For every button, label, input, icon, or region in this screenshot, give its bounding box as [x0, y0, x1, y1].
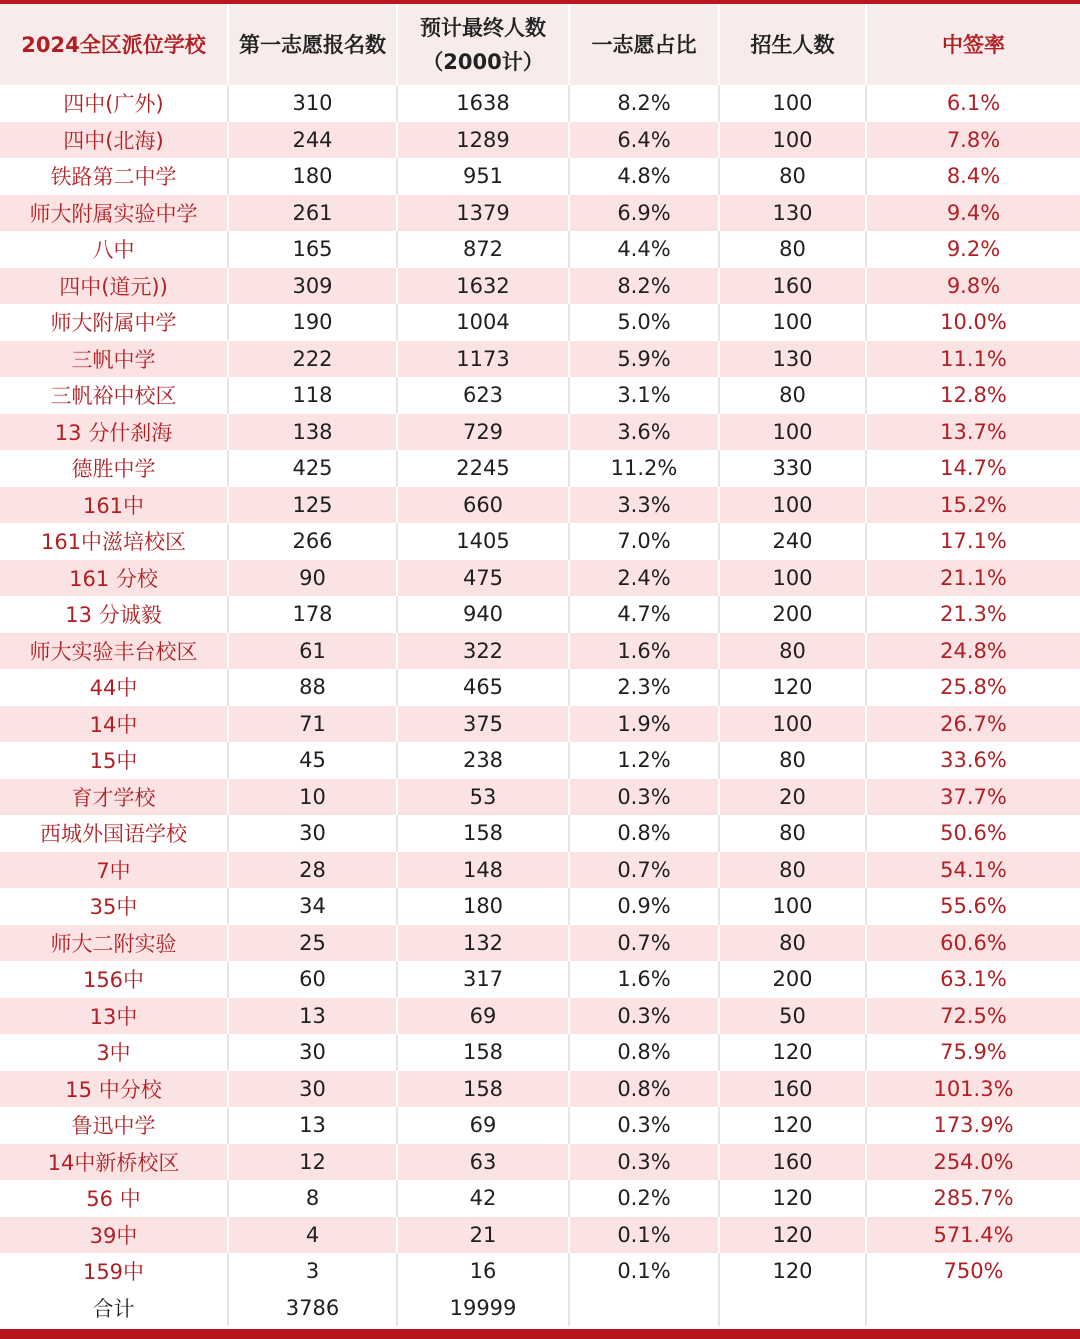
cell-first-choice-count: 34: [228, 888, 397, 925]
cell-first-choice-share: 4.8%: [569, 158, 719, 195]
table-row: [0, 998, 1080, 1035]
cell-first-choice-share: 5.9%: [569, 341, 719, 378]
cell-first-choice-count: 60: [228, 961, 397, 998]
cell-first-choice-share: 0.7%: [569, 852, 719, 889]
cell-estimated-total: 475: [397, 560, 569, 597]
cell-lottery-rate: 55.6%: [866, 888, 1080, 925]
cell-lottery-rate: 24.8%: [866, 633, 1080, 670]
header-first-choice-count: 第一志愿报名数: [228, 4, 397, 85]
cell-estimated-total: 465: [397, 669, 569, 706]
cell-estimated-total: 1405: [397, 523, 569, 560]
cell-enrollment: 80: [719, 377, 866, 414]
cell-enrollment: 100: [719, 706, 866, 743]
cell-first-choice-count: 222: [228, 341, 397, 378]
cell-enrollment: 200: [719, 596, 866, 633]
cell-lottery-rate: 21.3%: [866, 596, 1080, 633]
cell-school: 三帆中学: [71, 347, 156, 372]
cell-lottery-rate: 9.8%: [866, 268, 1080, 305]
cell-enrollment: 50: [719, 998, 866, 1035]
table-row: [0, 1180, 1080, 1217]
lottery-rate-table: [0, 4, 1080, 1326]
table-row: [0, 925, 1080, 962]
cell-lottery-rate: 571.4%: [866, 1217, 1080, 1254]
table-row: [0, 1034, 1080, 1071]
header-lottery-rate: 中签率: [866, 4, 1080, 85]
cell-school: 13 分诚毅: [65, 603, 162, 628]
cell-first-choice-count: 10: [228, 779, 397, 816]
cell-first-choice-count: 425: [228, 450, 397, 487]
cell-first-choice-share: 1.6%: [569, 961, 719, 998]
cell-enrollment: 100: [719, 560, 866, 597]
cell-lottery-rate: 26.7%: [866, 706, 1080, 743]
table-row: [0, 1107, 1080, 1144]
cell-first-choice-count: 310: [228, 85, 397, 122]
cell-estimated-total: 132: [397, 925, 569, 962]
header-estimated-total: [397, 4, 569, 85]
table-row: [0, 961, 1080, 998]
cell-estimated-total: 1638: [397, 85, 569, 122]
cell-first-choice-share: 0.2%: [569, 1180, 719, 1217]
cell-first-choice-share: 7.0%: [569, 523, 719, 560]
cell-lottery-rate: 254.0%: [866, 1144, 1080, 1181]
cell-estimated-total: 1289: [397, 122, 569, 159]
cell-enrollment: 120: [719, 1180, 866, 1217]
cell-lottery-rate: 285.7%: [866, 1180, 1080, 1217]
table-row: [0, 195, 1080, 232]
cell-first-choice-count: 309: [228, 268, 397, 305]
table-body: [0, 85, 1080, 1326]
bottom-accent-bar: [0, 1329, 1080, 1339]
cell-estimated-total: 69: [397, 1107, 569, 1144]
cell-enrollment: 160: [719, 268, 866, 305]
cell-estimated-total: 1632: [397, 268, 569, 305]
cell-estimated-total: 148: [397, 852, 569, 889]
cell-first-choice-count: 30: [228, 815, 397, 852]
cell-school: 德胜中学: [71, 457, 156, 482]
cell-first-choice-share: 6.4%: [569, 122, 719, 159]
cell-estimated-total: 180: [397, 888, 569, 925]
cell-estimated-total: 1173: [397, 341, 569, 378]
cell-lottery-rate: 13.7%: [866, 414, 1080, 451]
header-row: [0, 4, 1080, 85]
cell-first-choice-count: 13: [228, 1107, 397, 1144]
cell-first-choice-count: 125: [228, 487, 397, 524]
table-row: [0, 706, 1080, 743]
cell-first-choice-share: 4.7%: [569, 596, 719, 633]
cell-estimated-total: 1379: [397, 195, 569, 232]
cell-first-choice-count: 178: [228, 596, 397, 633]
cell-lottery-rate: 9.4%: [866, 195, 1080, 232]
cell-lottery-rate: 6.1%: [866, 85, 1080, 122]
cell-first-choice-count: 261: [228, 195, 397, 232]
header-first-choice-share: 一志愿占比: [569, 4, 719, 85]
total-cell: 19999: [397, 1290, 569, 1327]
table-row: [0, 341, 1080, 378]
cell-first-choice-count: 244: [228, 122, 397, 159]
cell-lottery-rate: 9.2%: [866, 231, 1080, 268]
cell-lottery-rate: 25.8%: [866, 669, 1080, 706]
cell-enrollment: 80: [719, 231, 866, 268]
table-row: [0, 268, 1080, 305]
table-row: [0, 1144, 1080, 1181]
cell-estimated-total: 2245: [397, 450, 569, 487]
cell-first-choice-count: 25: [228, 925, 397, 962]
cell-first-choice-count: 118: [228, 377, 397, 414]
header-estimated-total-line1: 预计最终人数: [420, 15, 546, 40]
cell-lottery-rate: 7.8%: [866, 122, 1080, 159]
total-cell: [866, 1290, 1080, 1327]
cell-first-choice-share: 2.3%: [569, 669, 719, 706]
table-row: [0, 742, 1080, 779]
cell-estimated-total: 69: [397, 998, 569, 1035]
cell-enrollment: 80: [719, 815, 866, 852]
cell-first-choice-count: 266: [228, 523, 397, 560]
cell-estimated-total: 872: [397, 231, 569, 268]
cell-first-choice-share: 0.8%: [569, 1034, 719, 1071]
cell-school: 四中(北海): [63, 128, 164, 153]
cell-first-choice-count: 138: [228, 414, 397, 451]
cell-first-choice-share: 1.2%: [569, 742, 719, 779]
cell-first-choice-share: 8.2%: [569, 268, 719, 305]
cell-school: 7中: [96, 858, 131, 883]
cell-enrollment: 100: [719, 122, 866, 159]
cell-first-choice-share: 6.9%: [569, 195, 719, 232]
cell-enrollment: 100: [719, 414, 866, 451]
cell-school: 161中: [82, 493, 145, 518]
cell-first-choice-count: 71: [228, 706, 397, 743]
cell-school: 师大二附实验: [50, 931, 177, 956]
cell-first-choice-share: 0.8%: [569, 815, 719, 852]
cell-estimated-total: 729: [397, 414, 569, 451]
cell-lottery-rate: 72.5%: [866, 998, 1080, 1035]
cell-enrollment: 160: [719, 1071, 866, 1108]
cell-estimated-total: 158: [397, 815, 569, 852]
cell-first-choice-share: 5.0%: [569, 304, 719, 341]
cell-first-choice-count: 30: [228, 1034, 397, 1071]
cell-estimated-total: 16: [397, 1253, 569, 1290]
cell-first-choice-share: 0.9%: [569, 888, 719, 925]
cell-lottery-rate: 15.2%: [866, 487, 1080, 524]
cell-first-choice-count: 13: [228, 998, 397, 1035]
cell-lottery-rate: 50.6%: [866, 815, 1080, 852]
table-row: [0, 487, 1080, 524]
total-cell: [569, 1290, 719, 1327]
cell-school: 育才学校: [71, 785, 156, 810]
table-row: [0, 633, 1080, 670]
cell-school: 161中滋培校区: [40, 530, 187, 555]
table-row: [0, 85, 1080, 122]
cell-first-choice-count: 12: [228, 1144, 397, 1181]
cell-enrollment: 160: [719, 1144, 866, 1181]
table-row: [0, 1071, 1080, 1108]
cell-estimated-total: 158: [397, 1071, 569, 1108]
table-row: [0, 414, 1080, 451]
cell-estimated-total: 42: [397, 1180, 569, 1217]
cell-enrollment: 100: [719, 85, 866, 122]
cell-lottery-rate: 10.0%: [866, 304, 1080, 341]
cell-first-choice-count: 88: [228, 669, 397, 706]
cell-first-choice-count: 180: [228, 158, 397, 195]
cell-first-choice-share: 0.8%: [569, 1071, 719, 1108]
cell-first-choice-share: 0.1%: [569, 1217, 719, 1254]
cell-lottery-rate: 21.1%: [866, 560, 1080, 597]
cell-enrollment: 120: [719, 1034, 866, 1071]
cell-school: 西城外国语学校: [40, 822, 187, 847]
cell-school: 师大附属中学: [50, 311, 177, 336]
cell-enrollment: 130: [719, 341, 866, 378]
cell-first-choice-count: 90: [228, 560, 397, 597]
total-cell: 3786: [228, 1290, 397, 1327]
cell-first-choice-count: 165: [228, 231, 397, 268]
cell-school: 156中: [82, 968, 145, 993]
cell-school: 四中(广外): [63, 92, 164, 117]
cell-estimated-total: 940: [397, 596, 569, 633]
cell-first-choice-share: 1.9%: [569, 706, 719, 743]
cell-enrollment: 80: [719, 158, 866, 195]
cell-school: 15 中分校: [65, 1077, 162, 1102]
table-row: [0, 304, 1080, 341]
cell-first-choice-count: 28: [228, 852, 397, 889]
cell-lottery-rate: 60.6%: [866, 925, 1080, 962]
cell-estimated-total: 322: [397, 633, 569, 670]
cell-first-choice-share: 2.4%: [569, 560, 719, 597]
cell-lottery-rate: 54.1%: [866, 852, 1080, 889]
header-school: 2024全区派位学校: [21, 32, 206, 57]
cell-lottery-rate: 17.1%: [866, 523, 1080, 560]
cell-enrollment: 330: [719, 450, 866, 487]
total-cell: [719, 1290, 866, 1327]
table-row: [0, 596, 1080, 633]
cell-first-choice-share: 3.6%: [569, 414, 719, 451]
table-row: [0, 450, 1080, 487]
table-row: [0, 815, 1080, 852]
cell-school: 14中新桥校区: [47, 1150, 180, 1175]
cell-estimated-total: 158: [397, 1034, 569, 1071]
cell-enrollment: 80: [719, 633, 866, 670]
cell-first-choice-share: 0.1%: [569, 1253, 719, 1290]
cell-school: 35中: [89, 895, 138, 920]
total-label: 合计: [92, 1296, 135, 1321]
table-row: [0, 1253, 1080, 1290]
table-row: [0, 231, 1080, 268]
cell-first-choice-share: 11.2%: [569, 450, 719, 487]
cell-school: 159中: [82, 1260, 145, 1285]
cell-estimated-total: 53: [397, 779, 569, 816]
cell-estimated-total: 317: [397, 961, 569, 998]
cell-lottery-rate: 75.9%: [866, 1034, 1080, 1071]
table-row: [0, 377, 1080, 414]
table-row: [0, 852, 1080, 889]
cell-school: 56 中: [86, 1187, 141, 1212]
cell-first-choice-share: 0.3%: [569, 998, 719, 1035]
cell-first-choice-share: 1.6%: [569, 633, 719, 670]
cell-school: 三帆裕中校区: [50, 384, 177, 409]
table-row: [0, 560, 1080, 597]
cell-lottery-rate: 11.1%: [866, 341, 1080, 378]
cell-school: 师大附属实验中学: [29, 201, 198, 226]
cell-first-choice-share: 8.2%: [569, 85, 719, 122]
cell-estimated-total: 375: [397, 706, 569, 743]
cell-enrollment: 200: [719, 961, 866, 998]
cell-lottery-rate: 33.6%: [866, 742, 1080, 779]
header-estimated-total-line2: （2000计）: [422, 49, 544, 74]
cell-enrollment: 100: [719, 304, 866, 341]
cell-first-choice-share: 0.3%: [569, 1107, 719, 1144]
cell-enrollment: 80: [719, 852, 866, 889]
cell-estimated-total: 21: [397, 1217, 569, 1254]
cell-enrollment: 120: [719, 669, 866, 706]
cell-first-choice-count: 61: [228, 633, 397, 670]
cell-school: 161 分校: [69, 566, 158, 591]
cell-first-choice-share: 0.7%: [569, 925, 719, 962]
cell-lottery-rate: 14.7%: [866, 450, 1080, 487]
cell-first-choice-count: 8: [228, 1180, 397, 1217]
cell-first-choice-count: 45: [228, 742, 397, 779]
cell-first-choice-count: 4: [228, 1217, 397, 1254]
cell-estimated-total: 951: [397, 158, 569, 195]
cell-school: 鲁迅中学: [71, 1114, 156, 1139]
cell-lottery-rate: 173.9%: [866, 1107, 1080, 1144]
cell-first-choice-count: 190: [228, 304, 397, 341]
cell-first-choice-share: 3.3%: [569, 487, 719, 524]
cell-school: 13 分什刹海: [54, 420, 173, 445]
cell-school: 13中: [89, 1004, 138, 1029]
cell-school: 39中: [89, 1223, 138, 1248]
header-enrollment: 招生人数: [719, 4, 866, 85]
cell-school: 44中: [89, 676, 138, 701]
cell-school: 师大实验丰台校区: [29, 639, 198, 664]
cell-enrollment: 120: [719, 1107, 866, 1144]
cell-estimated-total: 660: [397, 487, 569, 524]
cell-lottery-rate: 63.1%: [866, 961, 1080, 998]
cell-estimated-total: 238: [397, 742, 569, 779]
table-row: [0, 779, 1080, 816]
cell-school: 铁路第二中学: [50, 165, 177, 190]
cell-first-choice-share: 0.3%: [569, 779, 719, 816]
cell-lottery-rate: 12.8%: [866, 377, 1080, 414]
cell-school: 四中(道元)): [59, 274, 168, 299]
cell-enrollment: 80: [719, 742, 866, 779]
cell-enrollment: 100: [719, 487, 866, 524]
table-row: [0, 158, 1080, 195]
cell-lottery-rate: 8.4%: [866, 158, 1080, 195]
total-row: [0, 1290, 1080, 1327]
cell-first-choice-count: 3: [228, 1253, 397, 1290]
cell-enrollment: 80: [719, 925, 866, 962]
cell-school: 八中: [92, 238, 135, 263]
table-row: [0, 888, 1080, 925]
cell-enrollment: 130: [719, 195, 866, 232]
cell-estimated-total: 623: [397, 377, 569, 414]
cell-estimated-total: 63: [397, 1144, 569, 1181]
cell-first-choice-share: 0.3%: [569, 1144, 719, 1181]
cell-first-choice-share: 3.1%: [569, 377, 719, 414]
cell-school: 15中: [89, 749, 138, 774]
cell-estimated-total: 1004: [397, 304, 569, 341]
cell-lottery-rate: 750%: [866, 1253, 1080, 1290]
table-row: [0, 122, 1080, 159]
cell-enrollment: 120: [719, 1217, 866, 1254]
cell-enrollment: 240: [719, 523, 866, 560]
table-row: [0, 669, 1080, 706]
table-row: [0, 523, 1080, 560]
cell-first-choice-count: 30: [228, 1071, 397, 1108]
cell-enrollment: 120: [719, 1253, 866, 1290]
cell-enrollment: 100: [719, 888, 866, 925]
cell-school: 14中: [89, 712, 138, 737]
cell-lottery-rate: 101.3%: [866, 1071, 1080, 1108]
cell-lottery-rate: 37.7%: [866, 779, 1080, 816]
cell-school: 3中: [96, 1041, 131, 1066]
table-row: [0, 1217, 1080, 1254]
cell-first-choice-share: 4.4%: [569, 231, 719, 268]
cell-enrollment: 20: [719, 779, 866, 816]
